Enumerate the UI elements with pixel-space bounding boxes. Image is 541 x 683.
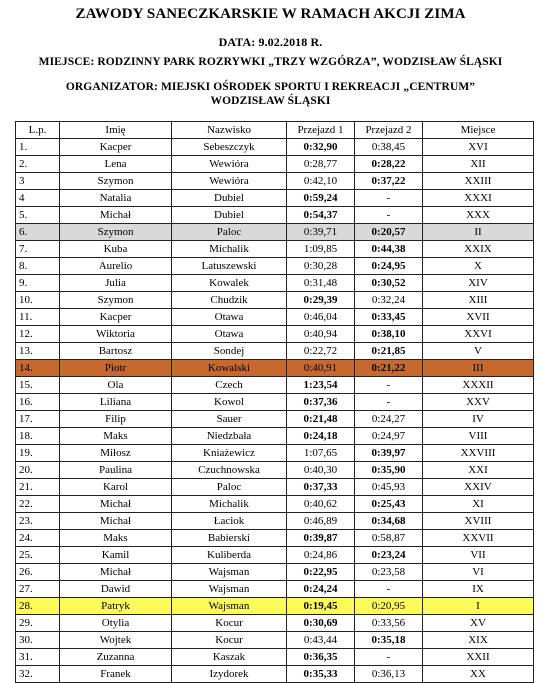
first-name-cell: Paulina: [60, 462, 172, 479]
place-cell: XIV: [423, 275, 534, 292]
first-name-cell: Piotr: [60, 360, 172, 377]
run-2-time-cell: 0:23,58: [355, 564, 423, 581]
row-number-cell: 17.: [16, 411, 60, 428]
first-name-cell: Michał: [60, 513, 172, 530]
event-date: DATA: 9.02.2018 R.: [218, 35, 323, 49]
table-row: [16, 598, 534, 615]
run-1-time-cell: 0:43,44: [287, 632, 355, 649]
place-cell: IV: [423, 411, 534, 428]
last-name-cell: Paloc: [172, 224, 287, 241]
table-row: [16, 564, 534, 581]
table-row: [16, 292, 534, 309]
run-1-time-cell: 0:59,24: [287, 190, 355, 207]
column-header-lp: L.p.: [16, 122, 60, 139]
run-2-time-cell: 0:39,97: [355, 445, 423, 462]
row-number-cell: 12.: [16, 326, 60, 343]
row-number-cell: 25.: [16, 547, 60, 564]
row-number-cell: 22.: [16, 496, 60, 513]
table-row: [16, 496, 534, 513]
row-number-cell: 11.: [16, 309, 60, 326]
table-row: [16, 309, 534, 326]
first-name-cell: Michał: [60, 564, 172, 581]
place-cell: XXII: [423, 649, 534, 666]
run-1-time-cell: 1:07,65: [287, 445, 355, 462]
first-name-cell: Kacper: [60, 309, 172, 326]
first-name-cell: Filip: [60, 411, 172, 428]
last-name-cell: Łaciok: [172, 513, 287, 530]
place-cell: XXI: [423, 462, 534, 479]
run-1-time-cell: 0:24,18: [287, 428, 355, 445]
table-row: [16, 377, 534, 394]
table-row: [16, 394, 534, 411]
run-1-time-cell: 0:30,69: [287, 615, 355, 632]
run-2-time-cell: 0:38,10: [355, 326, 423, 343]
row-number-cell: 6.: [16, 224, 60, 241]
last-name-cell: Kuliberda: [172, 547, 287, 564]
last-name-cell: Otawa: [172, 309, 287, 326]
last-name-cell: Michalik: [172, 496, 287, 513]
row-number-cell: 26.: [16, 564, 60, 581]
run-1-time-cell: 0:39,71: [287, 224, 355, 241]
run-1-time-cell: 0:22,72: [287, 343, 355, 360]
run-1-time-cell: 0:54,37: [287, 207, 355, 224]
first-name-cell: Maks: [60, 530, 172, 547]
table-row: [16, 224, 534, 241]
last-name-cell: Dubiel: [172, 207, 287, 224]
last-name-cell: Kowol: [172, 394, 287, 411]
event-location: MIEJSCE: RODZINNY PARK ROZRYWKI „TRZY WZGÓRZA”, WODZISŁAW ŚLĄSKI: [38, 56, 503, 68]
last-name-cell: Kniażewicz: [172, 445, 287, 462]
table-header-row: [16, 122, 534, 139]
run-1-time-cell: 0:28,77: [287, 156, 355, 173]
table-row: [16, 445, 534, 462]
last-name-cell: Sondej: [172, 343, 287, 360]
run-1-time-cell: 1:09,85: [287, 241, 355, 258]
last-name-cell: Izydorek: [172, 666, 287, 683]
run-2-time-cell: 0:20,95: [355, 598, 423, 615]
last-name-cell: Niedzbała: [172, 428, 287, 445]
last-name-cell: Kowalski: [172, 360, 287, 377]
first-name-cell: Zuzanna: [60, 649, 172, 666]
first-name-cell: Bartosz: [60, 343, 172, 360]
table-row: [16, 207, 534, 224]
row-number-cell: 23.: [16, 513, 60, 530]
run-1-time-cell: 0:24,24: [287, 581, 355, 598]
place-cell: X: [423, 258, 534, 275]
row-number-cell: 19.: [16, 445, 60, 462]
place-cell: XX: [423, 666, 534, 683]
place-cell: VII: [423, 547, 534, 564]
row-number-cell: 1.: [16, 139, 60, 156]
table-row: [16, 462, 534, 479]
table-row: [16, 649, 534, 666]
table-row: [16, 411, 534, 428]
row-number-cell: 27.: [16, 581, 60, 598]
place-cell: XXVI: [423, 326, 534, 343]
last-name-cell: Wajsman: [172, 581, 287, 598]
first-name-cell: Lena: [60, 156, 172, 173]
row-number-cell: 5.: [16, 207, 60, 224]
first-name-cell: Kamil: [60, 547, 172, 564]
run-1-time-cell: 0:37,33: [287, 479, 355, 496]
last-name-cell: Michalik: [172, 241, 287, 258]
last-name-cell: Wajsman: [172, 598, 287, 615]
place-cell: XVII: [423, 309, 534, 326]
first-name-cell: Natalia: [60, 190, 172, 207]
organizer-line-1: ORGANIZATOR: MIEJSKI OŚRODEK SPORTU I REKREACJI „CENTRUM”: [65, 81, 476, 93]
run-1-time-cell: 0:31,48: [287, 275, 355, 292]
run-1-time-cell: 0:36,35: [287, 649, 355, 666]
row-number-cell: 15.: [16, 377, 60, 394]
last-name-cell: Wewióra: [172, 173, 287, 190]
row-number-cell: 30.: [16, 632, 60, 649]
run-2-time-cell: 0:34,68: [355, 513, 423, 530]
first-name-cell: Wiktoria: [60, 326, 172, 343]
column-header-run-2: Przejazd 2: [355, 122, 423, 139]
last-name-cell: Otawa: [172, 326, 287, 343]
column-header-first-name: Imię: [60, 122, 172, 139]
run-1-time-cell: 1:23,54: [287, 377, 355, 394]
last-name-cell: Wajsman: [172, 564, 287, 581]
place-cell: XXXI: [423, 190, 534, 207]
row-number-cell: 4: [16, 190, 60, 207]
results-body: [16, 139, 534, 683]
place-cell: XVI: [423, 139, 534, 156]
row-number-cell: 14.: [16, 360, 60, 377]
place-cell: XXVII: [423, 530, 534, 547]
first-name-cell: Miłosz: [60, 445, 172, 462]
place-cell: XXX: [423, 207, 534, 224]
run-2-time-cell: -: [355, 581, 423, 598]
place-cell: XIII: [423, 292, 534, 309]
table-row: [16, 241, 534, 258]
run-2-time-cell: 0:20,57: [355, 224, 423, 241]
place-cell: XVIII: [423, 513, 534, 530]
run-1-time-cell: 0:40,94: [287, 326, 355, 343]
place-cell: XXXII: [423, 377, 534, 394]
run-1-time-cell: 0:32,90: [287, 139, 355, 156]
row-number-cell: 7.: [16, 241, 60, 258]
first-name-cell: Aurelio: [60, 258, 172, 275]
last-name-cell: Chudzik: [172, 292, 287, 309]
table-row: [16, 513, 534, 530]
first-name-cell: Otylia: [60, 615, 172, 632]
row-number-cell: 31.: [16, 649, 60, 666]
table-row: [16, 632, 534, 649]
row-number-cell: 29.: [16, 615, 60, 632]
last-name-cell: Czech: [172, 377, 287, 394]
first-name-cell: Michał: [60, 496, 172, 513]
first-name-cell: Karol: [60, 479, 172, 496]
run-2-time-cell: 0:33,45: [355, 309, 423, 326]
last-name-cell: Czuchnowska: [172, 462, 287, 479]
table-row: [16, 615, 534, 632]
row-number-cell: 8.: [16, 258, 60, 275]
first-name-cell: Michał: [60, 207, 172, 224]
place-cell: XXIX: [423, 241, 534, 258]
row-number-cell: 28.: [16, 598, 60, 615]
run-2-time-cell: 0:44,38: [355, 241, 423, 258]
last-name-cell: Babierski: [172, 530, 287, 547]
row-number-cell: 20.: [16, 462, 60, 479]
place-cell: XXIV: [423, 479, 534, 496]
last-name-cell: Sebeszczyk: [172, 139, 287, 156]
row-number-cell: 32.: [16, 666, 60, 683]
run-2-time-cell: 0:21,85: [355, 343, 423, 360]
run-1-time-cell: 0:40,62: [287, 496, 355, 513]
row-number-cell: 21.: [16, 479, 60, 496]
run-2-time-cell: 0:30,52: [355, 275, 423, 292]
run-2-time-cell: 0:38,45: [355, 139, 423, 156]
row-number-cell: 24.: [16, 530, 60, 547]
last-name-cell: Dubiel: [172, 190, 287, 207]
table-row: [16, 581, 534, 598]
row-number-cell: 16.: [16, 394, 60, 411]
column-header-place: Miejsce: [423, 122, 534, 139]
last-name-cell: Kocur: [172, 632, 287, 649]
organizer-line-2: WODZISŁAW ŚLĄSKI: [210, 95, 331, 107]
table-row: [16, 479, 534, 496]
row-number-cell: 2.: [16, 156, 60, 173]
table-row: [16, 190, 534, 207]
first-name-cell: Wojtek: [60, 632, 172, 649]
run-2-time-cell: -: [355, 207, 423, 224]
first-name-cell: Dawid: [60, 581, 172, 598]
run-2-time-cell: 0:32,24: [355, 292, 423, 309]
first-name-cell: Patryk: [60, 598, 172, 615]
last-name-cell: Kocur: [172, 615, 287, 632]
run-2-time-cell: -: [355, 649, 423, 666]
last-name-cell: Latuszewski: [172, 258, 287, 275]
run-2-time-cell: 0:28,22: [355, 156, 423, 173]
run-2-time-cell: -: [355, 394, 423, 411]
run-2-time-cell: 0:35,90: [355, 462, 423, 479]
run-1-time-cell: 0:37,36: [287, 394, 355, 411]
run-1-time-cell: 0:29,39: [287, 292, 355, 309]
first-name-cell: Franek: [60, 666, 172, 683]
first-name-cell: Maks: [60, 428, 172, 445]
run-2-time-cell: -: [355, 377, 423, 394]
first-name-cell: Ola: [60, 377, 172, 394]
run-1-time-cell: 0:46,04: [287, 309, 355, 326]
run-2-time-cell: 0:37,22: [355, 173, 423, 190]
run-2-time-cell: 0:25,43: [355, 496, 423, 513]
run-1-time-cell: 0:35,33: [287, 666, 355, 683]
place-cell: XXVIII: [423, 445, 534, 462]
first-name-cell: Kuba: [60, 241, 172, 258]
place-cell: XII: [423, 156, 534, 173]
row-number-cell: 18.: [16, 428, 60, 445]
place-cell: V: [423, 343, 534, 360]
table-row: [16, 173, 534, 190]
event-organizer: [0, 80, 541, 108]
run-1-time-cell: 0:21,48: [287, 411, 355, 428]
run-2-time-cell: 0:58,87: [355, 530, 423, 547]
place-cell: VI: [423, 564, 534, 581]
run-2-time-cell: 0:21,22: [355, 360, 423, 377]
run-2-time-cell: 0:35,18: [355, 632, 423, 649]
run-1-time-cell: 0:30,28: [287, 258, 355, 275]
last-name-cell: Sauer: [172, 411, 287, 428]
place-cell: III: [423, 360, 534, 377]
place-cell: XXIII: [423, 173, 534, 190]
place-cell: IX: [423, 581, 534, 598]
first-name-cell: Julia: [60, 275, 172, 292]
table-row: [16, 547, 534, 564]
place-cell: I: [423, 598, 534, 615]
run-1-time-cell: 0:46,89: [287, 513, 355, 530]
row-number-cell: 10.: [16, 292, 60, 309]
run-2-time-cell: 0:23,24: [355, 547, 423, 564]
run-1-time-cell: 0:24,86: [287, 547, 355, 564]
run-2-time-cell: 0:24,97: [355, 428, 423, 445]
run-2-time-cell: 0:24,27: [355, 411, 423, 428]
table-row: [16, 258, 534, 275]
run-2-time-cell: 0:45,93: [355, 479, 423, 496]
table-row: [16, 343, 534, 360]
place-cell: II: [423, 224, 534, 241]
run-1-time-cell: 0:19,45: [287, 598, 355, 615]
last-name-cell: Paloc: [172, 479, 287, 496]
column-header-last-name: Nazwisko: [172, 122, 287, 139]
table-row: [16, 666, 534, 683]
first-name-cell: Liliana: [60, 394, 172, 411]
place-cell: XI: [423, 496, 534, 513]
run-2-time-cell: 0:33,56: [355, 615, 423, 632]
place-cell: XV: [423, 615, 534, 632]
run-2-time-cell: 0:36,13: [355, 666, 423, 683]
table-row: [16, 156, 534, 173]
run-2-time-cell: 0:24,95: [355, 258, 423, 275]
place-cell: XXV: [423, 394, 534, 411]
results-table: [15, 121, 534, 683]
table-row: [16, 530, 534, 547]
row-number-cell: 13.: [16, 343, 60, 360]
run-1-time-cell: 0:22,95: [287, 564, 355, 581]
run-1-time-cell: 0:39,87: [287, 530, 355, 547]
last-name-cell: Kowalek: [172, 275, 287, 292]
table-row: [16, 360, 534, 377]
first-name-cell: Szymon: [60, 224, 172, 241]
run-1-time-cell: 0:40,91: [287, 360, 355, 377]
last-name-cell: Wewióra: [172, 156, 287, 173]
table-row: [16, 139, 534, 156]
place-cell: VIII: [423, 428, 534, 445]
first-name-cell: Szymon: [60, 173, 172, 190]
run-1-time-cell: 0:40,30: [287, 462, 355, 479]
run-1-time-cell: 0:42,10: [287, 173, 355, 190]
row-number-cell: 3: [16, 173, 60, 190]
last-name-cell: Kaszak: [172, 649, 287, 666]
table-row: [16, 326, 534, 343]
column-header-run-1: Przejazd 1: [287, 122, 355, 139]
table-row: [16, 428, 534, 445]
row-number-cell: 9.: [16, 275, 60, 292]
first-name-cell: Kacper: [60, 139, 172, 156]
table-row: [16, 275, 534, 292]
run-2-time-cell: -: [355, 190, 423, 207]
document-title: ZAWODY SANECZKARSKIE W RAMACH AKCJI ZIMA: [75, 6, 466, 22]
first-name-cell: Szymon: [60, 292, 172, 309]
place-cell: XIX: [423, 632, 534, 649]
